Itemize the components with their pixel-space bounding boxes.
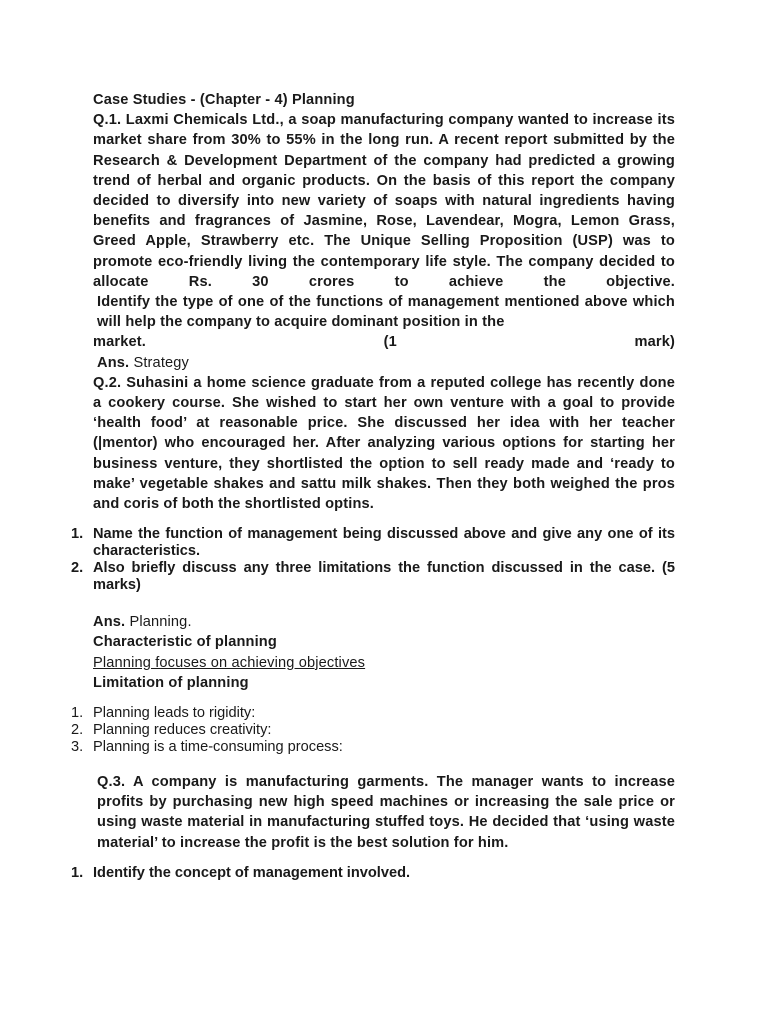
q2-text: Q.2. Suhasini a home science graduate from a reputed college has recently done a cookery course. She wished to start her own venture with a goal to provide ‘health food’ at reasonable price. She discussed her idea with her teacher (|mentor) who encouraged her. After analyzing various options for starting her business venture, they shortlisted the option to sell ready made and ‘ready to make’ vegetable shakes and sattu milk shakes. Then they both weighed the pros and coris of both the shortlisted optins. — [93, 374, 675, 513]
q1-question — [93, 292, 675, 332]
q2-question-list — [71, 526, 675, 594]
q3-text: Q.3. A company is manufacturing garments. The manager wants to increase profits by purchasing new high speed machines or increasing the sale price or using waste material in manufacturing stuffed toys. He decided that ‘using waste material’ to increase the profit is the best solution for him. — [97, 774, 675, 851]
characteristic-heading: Characteristic of planning — [93, 634, 277, 651]
list-text: Name the function of management being discussed above and give any one of its characteristics. — [93, 526, 675, 560]
list-item — [71, 864, 675, 882]
q1-text: Q.1. Laxmi Chemicals Ltd., a soap manufacturing company wanted to increase its market share from 30% to 55% in the long run. A recent report submitted by the Research & Development Department of the company had predicted a growing trend of herbal and organic products. On the basis of this report the company decided to diversify into new variety of soaps with natural ingredients having benefits and fragrances of Jasmine, Rose, Lavendear, Mogra, Lemon Grass, Greed Apple, Strawberry etc. The Unique Selling Proposition (USP) was to promote eco-friendly living the contemporary life style. The company decided to allocate Rs. 30 crores to achieve the objective. — [93, 112, 675, 290]
q2-answer — [93, 612, 675, 632]
list-item — [71, 722, 675, 739]
q1-answer — [93, 353, 675, 373]
list-item — [71, 705, 675, 722]
list-text: Identify the concept of management involved. — [93, 864, 411, 881]
content-column — [71, 90, 675, 882]
q2-answer-label: Ans. — [93, 614, 126, 631]
q1-question-tail — [93, 332, 675, 352]
list-number: 2. — [71, 560, 84, 577]
list-text: Planning leads to rigidity: — [93, 705, 256, 722]
q3-question-list — [71, 864, 675, 882]
q1-answer-label: Ans. — [97, 354, 130, 371]
q1-question-text: Identify the type of one of the functions of management mentioned above which will help the company to acquire dominant position in the — [97, 294, 675, 331]
q1-question-last: market. — [93, 334, 146, 351]
list-text: Also briefly discuss any three limitations the function discussed in the case. (5 marks) — [93, 560, 675, 594]
list-number: 3. — [71, 739, 84, 756]
limitation-list — [71, 705, 675, 756]
list-item — [71, 560, 675, 594]
q1-answer-value: Strategy — [133, 354, 190, 371]
limitation-heading: Limitation of planning — [93, 674, 249, 691]
list-number: 1. — [71, 526, 84, 543]
list-text: Planning reduces creativity: — [93, 722, 272, 739]
list-number: 1. — [71, 864, 84, 881]
q1-marks: (1 — [383, 334, 397, 351]
list-number: 1. — [71, 705, 84, 722]
list-item — [71, 526, 675, 560]
characteristic-text: Planning focuses on achieving objectives — [93, 654, 366, 671]
page-title: Case Studies - (Chapter - 4) Planning — [93, 92, 355, 108]
q2-answer-value: Planning. — [129, 614, 192, 631]
list-number: 2. — [71, 722, 84, 739]
q1-marks-word: mark) — [634, 334, 675, 351]
list-item — [71, 739, 675, 756]
list-text: Planning is a time-consuming process: — [93, 739, 343, 756]
